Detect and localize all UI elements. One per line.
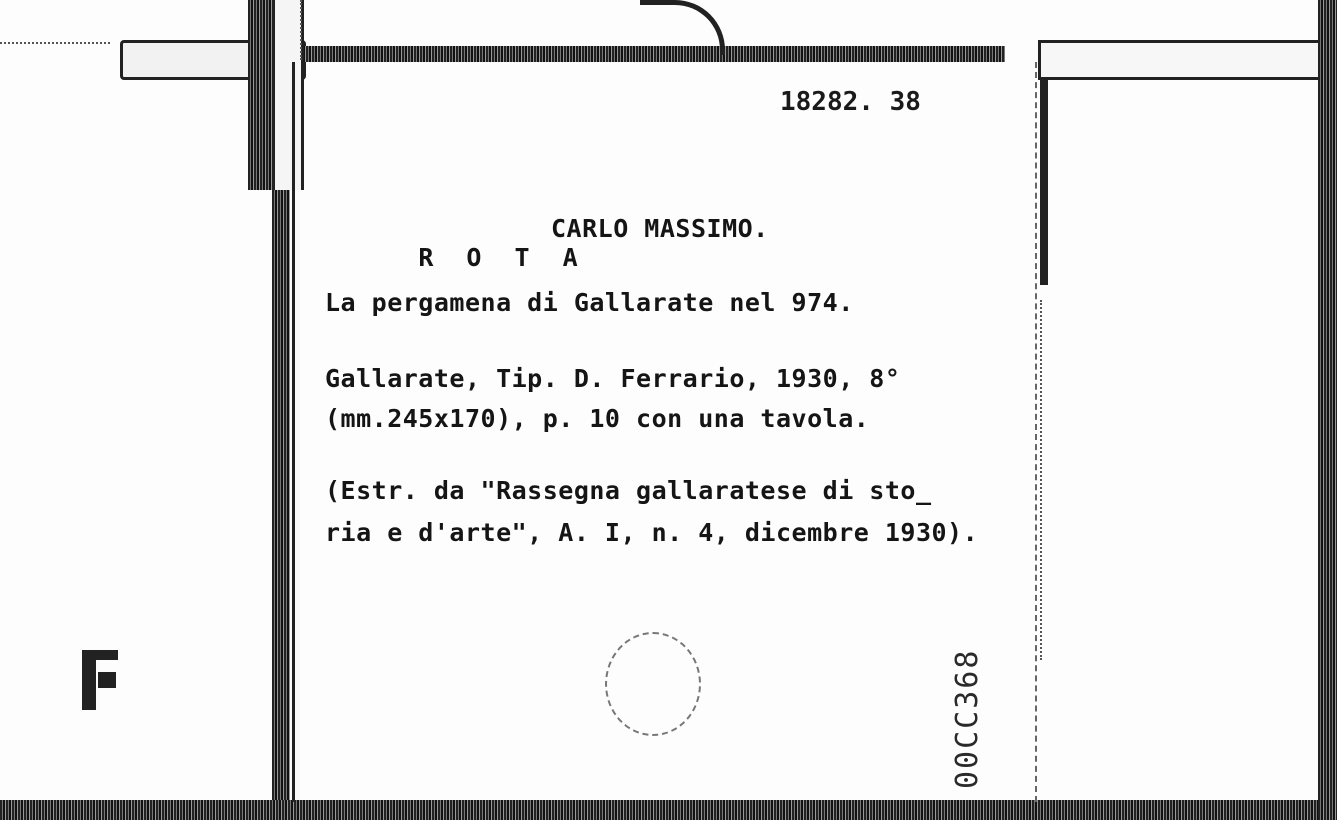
punch-hole-mark: [605, 632, 701, 736]
speckle-col-1: [300, 0, 302, 60]
left-binding: [248, 0, 272, 190]
author-firstnames: CARLO MASSIMO.: [551, 214, 769, 243]
speckle-row-1: [0, 42, 110, 44]
title-line: La pergamena di Gallarate nel 974.: [325, 288, 854, 317]
note-line-1: (Estr. da "Rassegna gallaratese di sto_: [325, 476, 932, 505]
bottom-edge: [0, 800, 1337, 820]
library-stamp-icon: [80, 648, 120, 712]
shelf-mark: 18282. 38: [780, 87, 921, 117]
author-surname: R O T A: [418, 243, 587, 272]
top-right-tab: [1038, 40, 1334, 80]
top-arc: [640, 0, 725, 55]
speckle-col-2: [1040, 300, 1042, 660]
note-line-2: ria e d'arte", A. I, n. 4, dicembre 1930).: [325, 518, 979, 547]
right-edge: [1318, 0, 1337, 820]
imprint-line-2: (mm.245x170), p. 10 con una tavola.: [325, 404, 870, 433]
imprint-line-1: Gallarate, Tip. D. Ferrario, 1930, 8°: [325, 364, 901, 393]
left-edge: [272, 190, 290, 800]
inventory-number: 00CC368: [950, 648, 985, 789]
